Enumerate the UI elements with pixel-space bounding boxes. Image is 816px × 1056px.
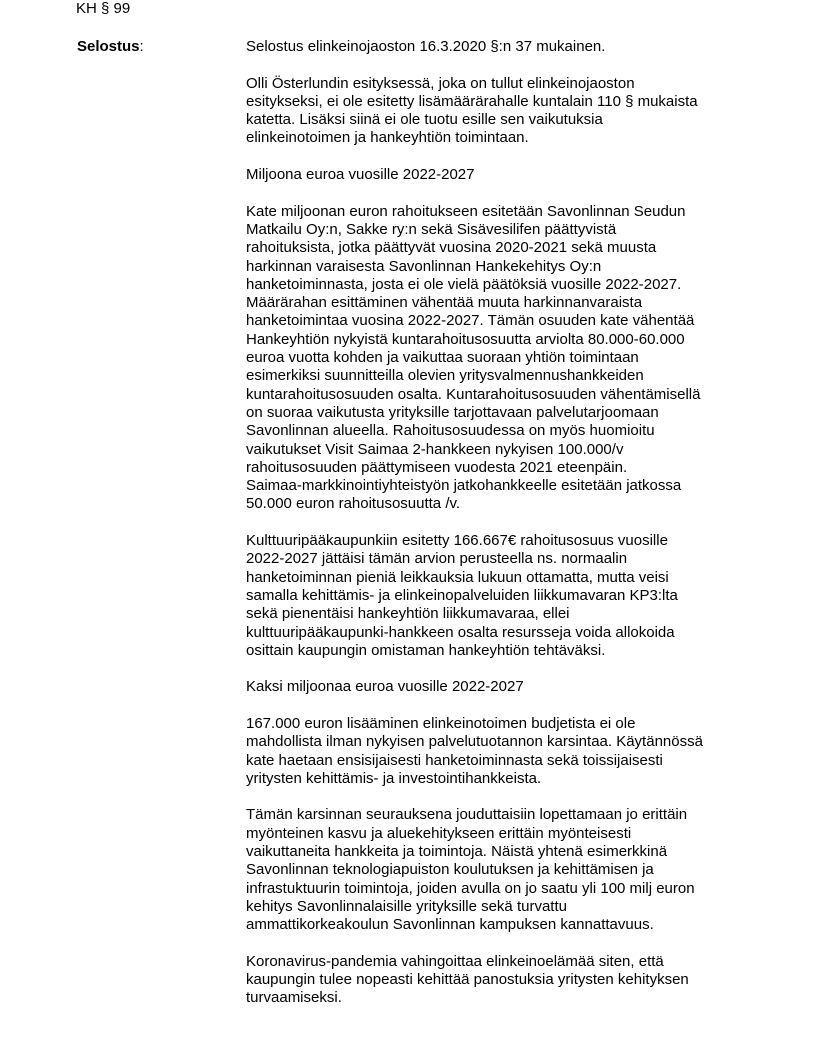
description-body (246, 38, 746, 1026)
consequences-paragraph: Tämän karsinnan seurauksena jouduttaisiin lopettamaan jo erittäin myönteinen kasvu ja aluekehitykseen erittäin myönteisesti vaikuttaneita hankkeita ja toimintoja. Näistä yhtenä esimerkkinä Savonlinnan teknologiapuiston koulutuksen ja kehittämisen ja infrastuktuurin toimintoja, joiden avulla on jo saatu yli 100 milj euron kehitys Savonlinnalaisille yrityksille sekä turvattu ammattikorkeakoulun Savonlinnan kampuksen kannattavuus. (246, 806, 695, 934)
section-label-text: Selostus (77, 38, 140, 55)
section-label-colon: : (139, 38, 144, 55)
section-reference: KH § 99 (76, 0, 131, 17)
subheading-two-million: Kaksi miljoonaa euroa vuosille 2022-2027 (246, 678, 524, 696)
proposal-paragraph: Olli Österlundin esityksessä, joka on tullut elinkeinojaoston esitykseksi, ei ole esitetty lisämäärärahalle kuntalain 110 § mukaista katetta. Lisäksi siinä ei ole tuotu esille sen vaikutuksia elinkeinotoimen ja hankeyhtiön toimintaan. (246, 74, 698, 147)
subheading-one-million: Miljoona euroa vuosille 2022-2027 (246, 166, 475, 184)
budget-increase-paragraph: 167.000 euron lisääminen elinkeinotoimen budjetista ei ole mahdollista ilman nykyisen palvelutuotannon karsintaa. Käytännössä kate haetaan ensisijaisesti hanketoiminnasta sekä toissijaisesti yritysten kehittämis- ja investointihankkeista. (246, 714, 703, 787)
culture-capital-paragraph: Kulttuuripääkaupunkiin esitetty 166.667€ rahoitusosuus vuosille 2022-2027 jättäisi tämän arvion perusteella ns. normaalin hanketoiminnan pieniä leikkauksia lukuun ottamatta, mutta veisi samalla kehittämis- ja elinkeinopalveluiden liikkumavaran KP3:lta sekä pienentäisi hankeyhtiön liikkumavaraa, ellei kulttuuripääkaupunki-hankkeen osalta resursseja voida allokoida osittain kaupungin omistaman hankeyhtiön tehtäväksi. (246, 532, 678, 659)
intro-paragraph: Selostus elinkeinojaoston 16.3.2020 §:n 37 mukainen. (246, 38, 606, 55)
section-label (77, 38, 144, 56)
pandemic-paragraph: Koronavirus-pandemia vahingoittaa elinkeinoelämää siten, että kaupungin tulee nopeasti kehittää panostuksia yritysten kehityksen turvaamiseksi. (246, 952, 689, 1007)
funding-coverage-paragraph: Kate miljoonan euron rahoitukseen esitetään Savonlinnan Seudun Matkailu Oy:n, Sakke ry:n sekä Sisävesilifen päättyvistä rahoituksista, jotka päättyvät vuosina 2020-2021 sekä muusta harkinnan varaisesta Savonlinnan Hankekehitys Oy:n hanketoiminnasta, josta ei ole vielä päätöksiä vuosille 2022-2027. Määrärahan esittäminen vähentää muuta harkinnanvaraista hanketoimintaa vuosina 2022-2027. Tämän osuuden kate vähentää Hankeyhtiön nykyistä kuntarahoitusosuutta arviolta 80.000-60.000 euroa vuotta kohden ja vaikuttaa suoraan yhtiön toimintaan esimerkiksi suunnitteilla olevien yritysvalmennushankkeiden kuntarahoitusosuuden osalta. Kuntarahoitusosuuden vähentämisellä on suoraa vaikutusta yrityksille tarjottavaan palvelutarjoomaan Savonlinnan alueella. Rahoitusosuudessa on myös huomioitu vaikutukset Visit Saimaa 2-hankkeen nykyisen 100.000/v rahoitusosuuden päättymiseen vuodesta 2021 eteenpäin. Saimaa-markkinointiyhteistyön jatkohankkeelle esitetään jatkossa 50.000 euron rahoitusosuutta /v. (246, 202, 701, 513)
